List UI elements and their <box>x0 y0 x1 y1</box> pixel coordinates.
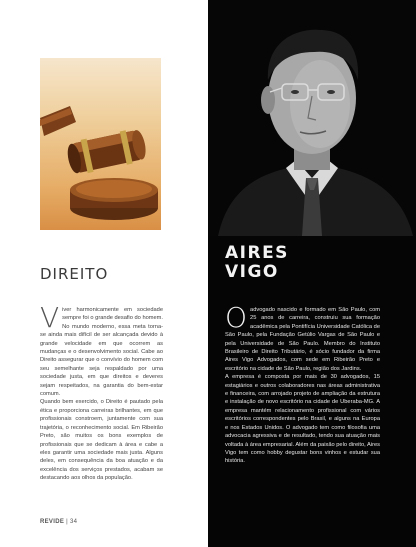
left-paragraph-1: iver harmonicamente em sociedade sempre foi o grande desafio do homem. No mundo moderno, essa meta torna-se ainda mais difícil de ser alcançada devido à grande velocidade em que ocorrem as mudanças e o desenvolvimento social. Cabe ao Direito assegurar que o convívio do homem com seu semelhante seja respaldado por uma sociedade justa, em que direitos e deveres sejam respeitados, na garantia do bem-estar comum. <box>40 307 163 398</box>
right-paragraph-2: A empresa é composta por mais de 30 advogados, 15 estagiários e outros colaboradores nas áreas administrativa e financeira, com arrojado projeto de ampliação da estrutura e instalação de novo escritório na cidade de Uberaba-MG. A empresa mantém relacionamento profissional com vários escritórios correspondentes pelo Brasil, e alguns na Europa e nos Estados Unidos. O advogado tem como filosofia uma advocacia agressiva e de resultado, tendo sua atuação mais voltada à área empresarial. Além da paixão pelo direito, Aires Vigo tem como hobby degustar bons vinhos e estudar sua história. <box>225 374 380 465</box>
page-footer <box>40 519 77 525</box>
right-paragraph-1: advogado nascido e formado em São Paulo, com 25 anos de carreira, construiu sua formação acadêmica pela Pontifícia Universidade Católica de São Paulo, pela Fundação Getúlio Vargas de São Paulo e pela Universidade de São Paulo. Membro do Instituto Brasileiro de Direito Tributário, é sócio fundador da firma Aires Vigo Advogados, com sede em Ribeirão Preto e escritório na cidade de São Paulo, região dos Jardins. <box>225 307 380 372</box>
page-number: 34 <box>69 519 78 525</box>
gavel-photo <box>40 58 161 230</box>
person-name <box>225 244 289 282</box>
person-name-line-2: VIGO <box>225 262 279 282</box>
portrait-photo <box>208 0 416 236</box>
right-article-body <box>225 301 380 466</box>
drop-cap: V <box>40 301 60 334</box>
magazine-brand: REVIDE <box>40 519 65 525</box>
left-article-body <box>40 301 163 483</box>
section-title: DIREITO <box>40 265 109 283</box>
person-name-line-1: AIRES <box>225 243 289 263</box>
footer-separator: | <box>66 519 68 525</box>
drop-cap-right: O <box>225 301 248 334</box>
left-paragraph-2: Quando bem exercido, o Direito é pautado pela ética e proporciona carreiras brilhantes, em que profissionais constroem, juntamente com sua trajetória, o reconhecimento social. Em Ribeirão Preto, são muitos os bons exemplos de profissionais que se dedicam à área e cabe a eles garantir uma sociedade mais justa. Alguns deles, em consequência da boa atuação e da excelência dos serviços prestados, acabam se destacando aos olhos da população. <box>40 399 163 482</box>
